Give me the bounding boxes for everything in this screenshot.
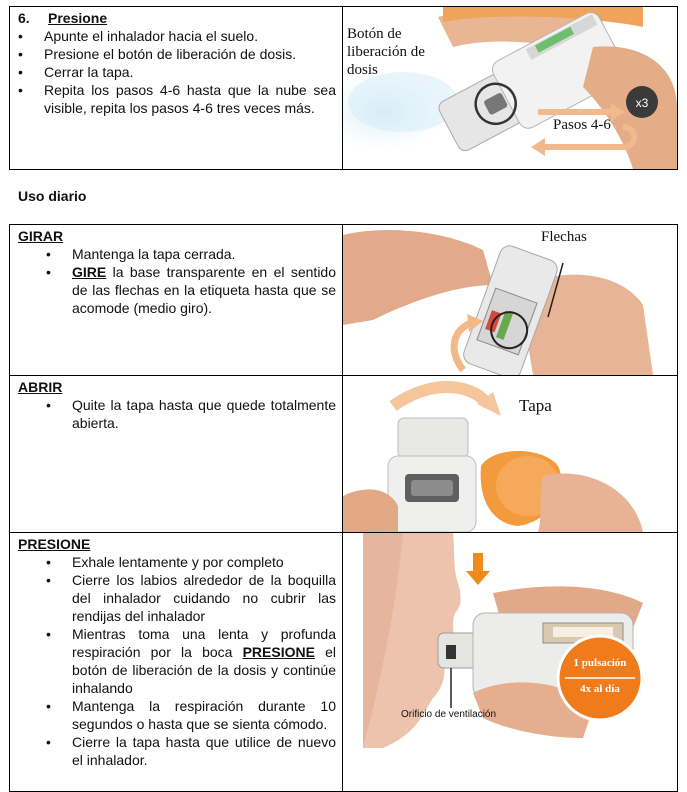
abrir-list bbox=[18, 396, 336, 432]
presione-text-cell bbox=[10, 533, 343, 792]
list-item: • Apunte el inhalador hacia el suelo. bbox=[18, 27, 336, 45]
list-item: • Cierre los labios alrededor de la boquilla del inhalador cuidando no cubrir las rendijas del inhalador bbox=[18, 571, 336, 625]
abrir-text-cell bbox=[10, 376, 343, 533]
badge-top-label: 1 pulsación bbox=[573, 657, 627, 669]
open-cap-illustration bbox=[343, 376, 677, 532]
step6-illustration bbox=[343, 7, 677, 169]
girar-title: GIRAR bbox=[18, 228, 64, 244]
emphasis-word: PRESIONE bbox=[242, 644, 315, 660]
repeat-badge-text: x3 bbox=[635, 96, 649, 110]
list-item: • Quite la tapa hasta que quede totalmente abierta. bbox=[18, 396, 336, 432]
list-item bbox=[18, 625, 336, 697]
abrir-title: ABRIR bbox=[18, 379, 63, 395]
step6-image-cell bbox=[343, 7, 678, 170]
presione-illustration bbox=[343, 533, 677, 791]
step6-list bbox=[18, 27, 336, 117]
arrows-label: Flechas bbox=[541, 229, 587, 245]
emphasis-word: GIRE bbox=[72, 264, 107, 280]
step-title: Presione bbox=[48, 10, 108, 26]
presione-title: PRESIONE bbox=[18, 536, 91, 552]
list-item: • Presione el botón de liberación de dosis. bbox=[18, 45, 336, 63]
list-item-text: el botón de liberación de la dosis y continúe inhalando bbox=[72, 644, 336, 696]
daily-use-table bbox=[9, 224, 678, 792]
steps-label: Pasos 4-6 bbox=[553, 117, 611, 133]
list-item: • Mantenga la respiración durante 10 segundos o hasta que se sienta cómodo. bbox=[18, 697, 336, 733]
badge-bottom-label: 4x al día bbox=[580, 683, 620, 695]
cap-label: Tapa bbox=[519, 396, 552, 415]
list-item-text: la base transparente en el sentido de las flechas en la etiqueta hasta que se acomode (medio giro). bbox=[72, 264, 336, 316]
abrir-illustration bbox=[343, 376, 677, 532]
list-item: • Cierre la tapa hasta que utilice de nuevo el inhalador. bbox=[18, 733, 336, 769]
step6-text-cell bbox=[10, 7, 343, 170]
presione-image-cell bbox=[343, 533, 678, 792]
abrir-image-cell bbox=[343, 376, 678, 533]
list-item: • Cerrar la tapa. bbox=[18, 63, 336, 81]
girar-text-cell bbox=[10, 225, 343, 376]
dose-button-label: Botón de liberación de dosis bbox=[347, 26, 425, 78]
list-item: • Repita los pasos 4-6 hasta que la nube sea visible, repita los pasos 4-6 tres veces más. bbox=[18, 81, 336, 117]
section-title: Uso diario bbox=[18, 188, 87, 204]
girar-image-cell bbox=[343, 225, 678, 376]
list-item-text: Mientras toma una lenta y profunda respiración por la boca bbox=[72, 626, 336, 660]
step-number: 6. bbox=[18, 10, 30, 26]
vent-label: Orificio de ventilación bbox=[401, 709, 497, 720]
list-item: • Mantenga la tapa cerrada. bbox=[18, 245, 336, 263]
twist-base-illustration bbox=[343, 225, 677, 375]
step6-table bbox=[9, 6, 678, 170]
girar-list bbox=[18, 245, 336, 317]
list-item: • Exhale lentamente y por completo bbox=[18, 553, 336, 571]
presione-list bbox=[18, 553, 336, 769]
girar-illustration bbox=[343, 225, 677, 375]
list-item bbox=[18, 263, 336, 317]
